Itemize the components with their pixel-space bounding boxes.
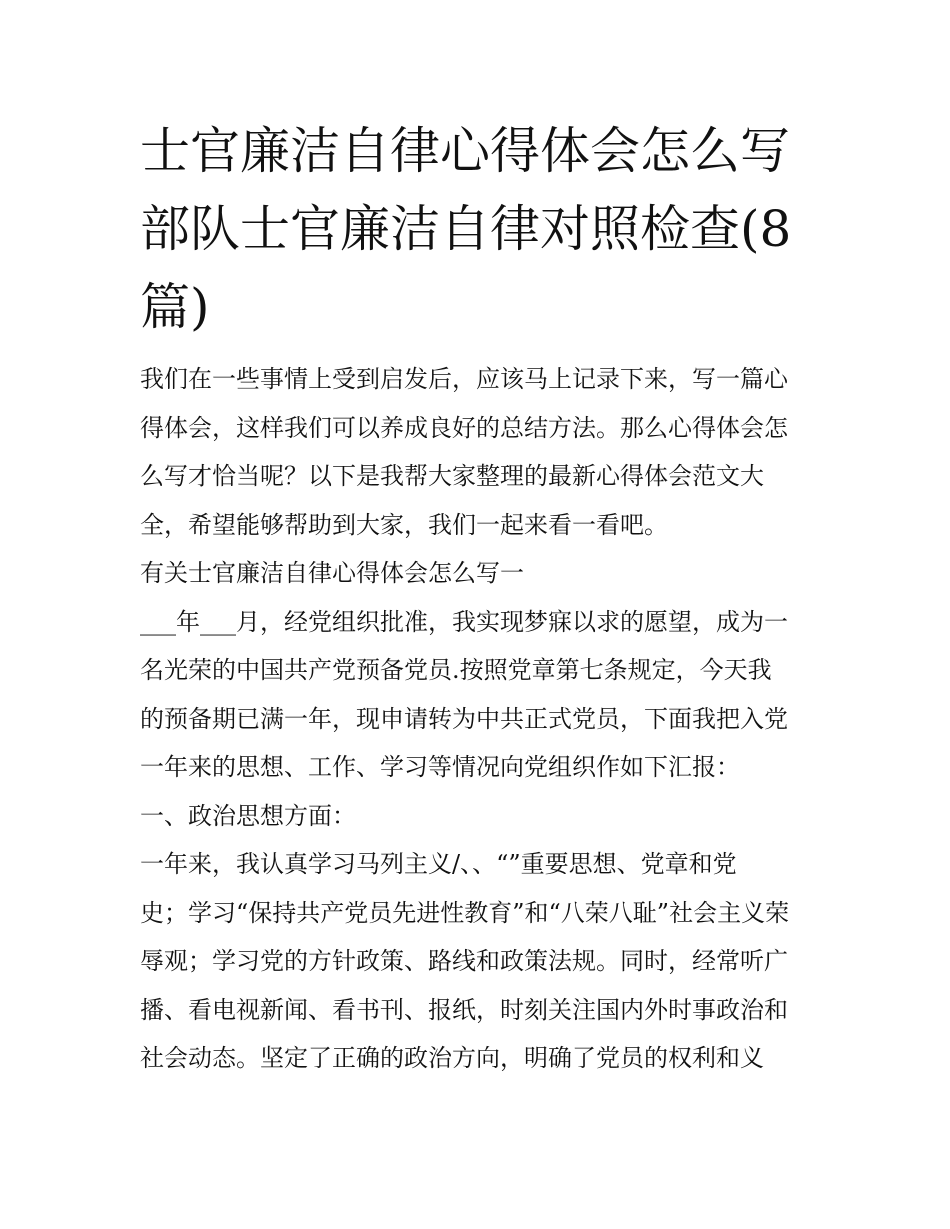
- body-line: 名光荣的中国共产党预备党员.按照党章第七条规定，今天我: [140, 656, 772, 684]
- body-line: 全，希望能够帮助到大家，我们一起来看一看吧。: [140, 510, 668, 539]
- document-body: [140, 355, 830, 1083]
- body-line: 社会动态。坚定了正确的政治方向，明确了党员的权利和义: [140, 1044, 764, 1072]
- document-title: [140, 112, 820, 346]
- subsection-heading: 一、政治思想方面：: [140, 801, 356, 830]
- body-line: 一年来，我认真学习马列主义/、、“”重要思想、党章和党: [140, 850, 737, 878]
- body-line: 一年来的思想、工作、学习等情况向党组织作如下汇报：: [140, 753, 740, 781]
- body-line: 辱观；学习党的方针政策、路线和政策法规。同时，经常听广: [140, 947, 788, 975]
- title-line: 篇): [140, 278, 210, 336]
- body-line: 的预备期已满一年，现申请转为中共正式党员，下面我把入党: [140, 704, 788, 733]
- body-line: 得体会，这样我们可以养成良好的总结方法。那么心得体会怎: [140, 413, 788, 442]
- body-line: 播、看电视新闻、看书刊、报纸，时刻关注国内外时事政治和: [140, 995, 788, 1024]
- body-line: 么写才恰当呢？以下是我帮大家整理的最新心得体会范文大: [140, 462, 764, 490]
- section-heading: 有关士官廉洁自律心得体会怎么写一: [140, 559, 524, 587]
- body-line: 史；学习“保持共产党员先进性教育”和“八荣八耻”社会主义荣: [140, 898, 790, 927]
- body-line: ___年___月，经党组织批准，我实现梦寐以求的愿望，成为一: [140, 607, 788, 636]
- title-line: 士官廉洁自律心得体会怎么写: [140, 122, 790, 180]
- title-line: 部队士官廉洁自律对照检查(8: [140, 200, 792, 258]
- body-line: 我们在一些事情上受到启发后，应该马上记录下来，写一篇心: [140, 365, 788, 393]
